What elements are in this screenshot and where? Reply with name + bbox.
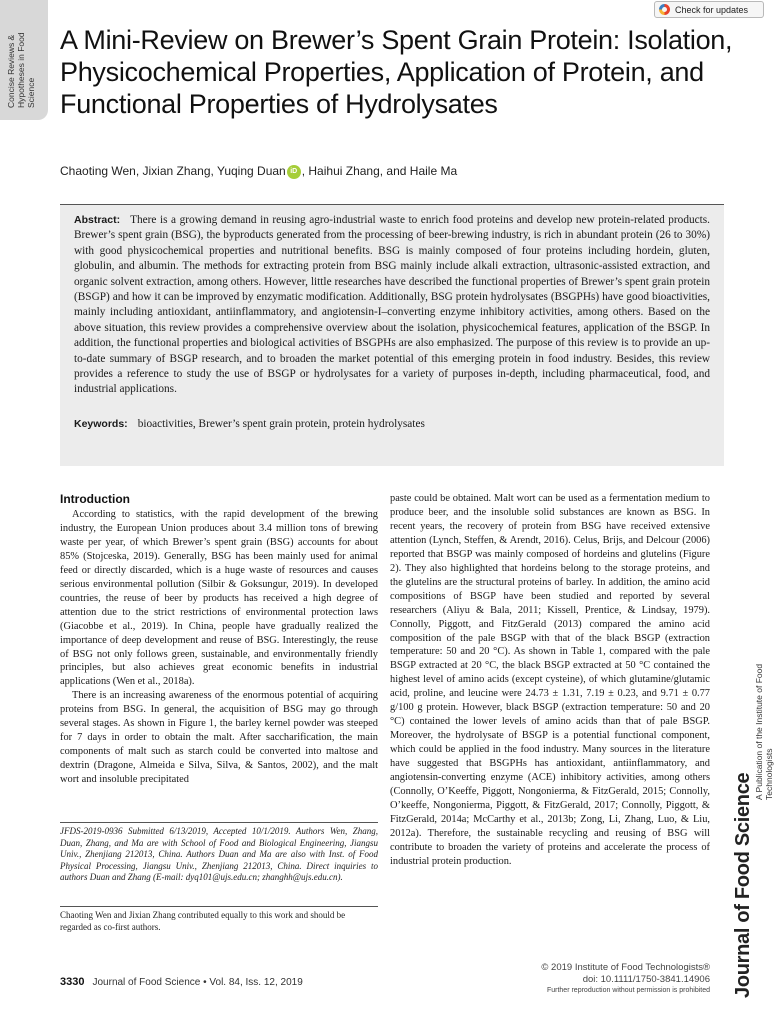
- intro-paragraph-3: paste could be obtained. Malt wort can be used as a fermentation medium to produce beer, and the insoluble solid substances are known as BSG. In recent years, the recovery of protein from BSG have received extensive attention (Lynch, Steffen, & Arendt, 2016). Celus, Brijs, and Delcour (2006) reported that BSGP was mainly composed of hordeins and glutelins (Figure 2). They also highlighted that hordeins belong to the storage proteins, and the glutelins are the structural proteins of barley. In addition, the amino acid compositions of BSGP have been studied and reported by several researchers (Aliyu & Bala, 2011; Kissell, Prentice, & Lindsay, 1979). Connolly, Piggott, and FitzGerald (2013) compared the amino acid composition of the pale BSGP with that of the black BSGP (extraction temperature: 50 and 20 °C). As shown in Table 1, compared with the pale BSGP extracted at 20 °C, the black BSGP extracted at 50 °C contained the highest level of amino acids (except cysteine), of which glutamine/glutamic acid, proline, and leucine were 24.73 ± 1.31, 7.19 ± 0.23, and 9.71 ± 0.77 g/100 g protein. However, black BSGP (extraction temperature: 50 and 20 °C) contained the lower levels of amino acids than that of pale BSGP. Moreover, the hydrolysate of BSGP is a potential functional component, which could be applied in the food industry. Many sources in the literature have suggested that BSGPHs has antioxidant, antiinflammatory, and angiotensin-converting enzyme (ACE) inhibitory activities, among others (Connolly, O’Keeffe, Piggott, Nongonierma, & FitzGerald, 2015; Connolly, O’keeffe, Nongonierma, Piggott, & FitzGerald, 2017; Connolly, Piggott, & FitzGerald, 2014a; McCarthy et al., 2013b; Zong, Li, Zhang, Luo, & Liu, 2012a). Therefore, the sustainable recycling and reusing of BSG will contribute to broaden the variety of proteins and accelerate the process of industrial protein production.: [390, 493, 710, 867]
- submission-footnote: JFDS-2019-0936 Submitted 6/13/2019, Accepted 10/1/2019. Authors Wen, Zhang, Duan, Zhang, and Ma are with School of Food and Biological Engineering, Jiangsu Univ., Zhenjiang 212013, China. Authors Duan and Ma are also with Inst. of Food Physical Processing, Jiangsu Univ., Zhenjiang 212013, China. Direct inquiries to authors Duan and Zhang (E-mail: dyq101@ujs.edu.cn; zhanghh@ujs.edu.cn).: [60, 822, 378, 884]
- author-list: [60, 164, 700, 179]
- journal-logo: [722, 640, 774, 998]
- journal-info: Journal of Food Science • Vol. 84, Iss. 12, 2019: [92, 977, 303, 988]
- article-title: A Mini-Review on Brewer’s Spent Grain Protein: Isolation, Physicochemical Properties, Application of Protein, and Functional Properties of Hydrolysates: [60, 25, 733, 119]
- check-for-updates-label: Check for updates: [675, 4, 749, 15]
- abstract-label: Abstract:: [74, 214, 121, 226]
- copyright-notice: © 2019 Institute of Food Technologists®: [541, 962, 710, 973]
- crossmark-icon: [659, 4, 670, 15]
- keywords-line: [74, 417, 710, 432]
- journal-name-vertical: Journal of Food Science: [732, 772, 754, 998]
- right-column: [390, 492, 710, 869]
- left-column: [60, 508, 378, 787]
- page-number: 3330: [60, 976, 85, 988]
- keywords-list: bioactivities, Brewer’s spent grain protein, protein hydrolysates: [137, 417, 425, 430]
- introduction-heading: Introduction: [60, 492, 130, 506]
- doi-link[interactable]: doi: 10.1111/1750-3841.14906: [582, 974, 710, 985]
- section-side-tab: [0, 0, 48, 120]
- intro-paragraph-1: According to statistics, with the rapid development of the brewing industry, the European Union produces about 3.4 million tons of brewing waste per year, of which Brewer’s spent grain (BSG) accounts for about 85% (Stojceska, 2019). Generally, BSG has been mainly used for animal feed or directly discarded, which is a huge waste of resources and causes serious environmental pollution (Silbir & Goksungur, 2019). In developed countries, the reuse of beer by products has received a high degree of attention due to the strict restrictions of environmental protection laws (Giacobbe et al., 2019). In China, people have gradually realized the importance of deep development and reuse of BSG. Interestingly, the reuse of BSG not only follows green, sustainable, and environmentally friendly principles, but also achieves great economic benefits in industrial applications (Wen et al., 2018a).: [60, 509, 378, 688]
- equal-contribution-footnote: Chaoting Wen and Jixian Zhang contributed equally to this work and should be regarded as co-first authors.: [60, 906, 378, 933]
- abstract-box: [60, 204, 724, 466]
- intro-paragraph-2: There is an increasing awareness of the enormous potential of acquiring proteins from BSG. In general, the acquisition of BSG may go through several stages. As shown in Figure 1, the barley kernel powder was steeped for 7 days in order to obtain the malt. After saccharification, the main components of malt such as starch could be converted into maltose and dextrin (Dragone, Almeida e Silva, Silva, & Santos, 2002), and the malt wort and insoluble precipitated: [60, 690, 378, 786]
- page-footer-right: [541, 962, 710, 996]
- abstract-body: There is a growing demand in reusing agro-industrial waste to enrich food proteins and develop new protein-related products. Brewer’s spent grain (BSG), the byproducts generated from the processing of beer-brewing industry, is rich in abundant protein (26 to 30%) with good physicochemical properties and nutritional benefits. BSG is mainly composed of four proteins including hordein, gluten, globulin, and albumin. The methods for extracting protein from BSG mainly include alkali extraction, ultrasonic-assisted extraction, and organic solvent extraction, among others. However, little researches have described the functional properties of Brewer’s spent grain protein (BSGP) and how it can be improved by enzymatic modification. Additionally, BSG protein hydrolysates (BSGPHs) have good bioactivities, mainly including antioxidant, antiinflammatory, and angiotensin-I–converting enzyme inhibitory activities, among others. Based on the above situation, this review provides a comprehensive overview about the isolation, physicochemical features, application of the BSGP. In addition, the functional properties and biological activities of BSGPHs are also emphasized. The purpose of this review is to provide an up-to-date summary of BSGP research, and to broaden the market potential of this emerging protein in food industry. Besides, this review provides a reference to study the use of BSGP or hydrolysates for a variety of purposes in-depth, including pharmaceutical, food, and industrial applications.: [74, 214, 710, 396]
- reproduction-notice: Further reproduction without permission is prohibited: [546, 987, 710, 994]
- abstract-paragraph: [74, 213, 710, 398]
- section-label: Concise Reviews & Hypotheses in Food Science: [6, 32, 36, 108]
- page-footer-left: [60, 976, 303, 988]
- authors-part-1: Chaoting Wen, Jixian Zhang, Yuqing Duan: [60, 164, 286, 178]
- orcid-icon[interactable]: iD: [287, 165, 301, 179]
- publisher-tagline: A Publication of the Institute of Food Technologists: [754, 663, 774, 800]
- keywords-label: Keywords:: [74, 417, 128, 430]
- check-for-updates-button[interactable]: [654, 1, 764, 18]
- authors-part-2: , Haihui Zhang, and Haile Ma: [301, 164, 458, 178]
